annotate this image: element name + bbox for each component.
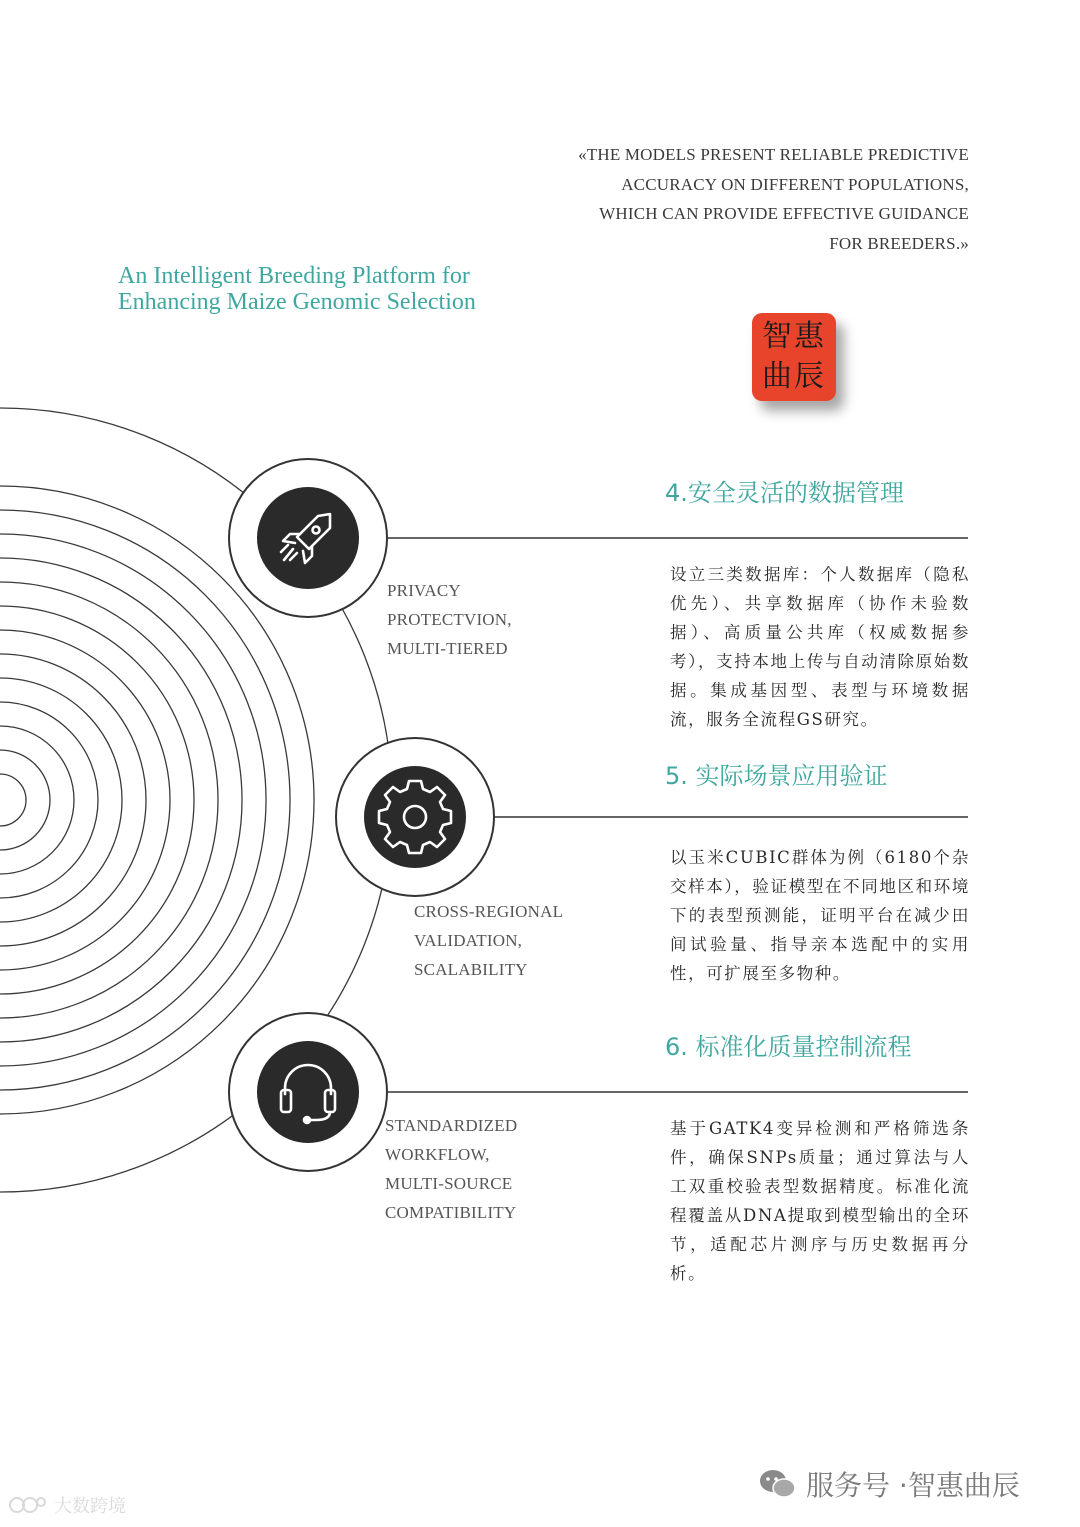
feature-label-line: VALIDATION, — [414, 931, 523, 950]
watermark-prefix: 服务号 · — [806, 1469, 908, 1502]
seal-line: 智惠 — [762, 319, 826, 354]
rocket-icon-disc — [229, 459, 387, 617]
service-account-watermark — [758, 1464, 1020, 1504]
feature-label-line: PRIVACY — [387, 581, 461, 600]
section-title-4: 4.安全灵活的数据管理 — [665, 479, 904, 507]
feature-label-line: MULTI-TIERED — [387, 639, 508, 658]
feature-label-line: SCALABILITY — [414, 960, 528, 979]
corner-watermark — [8, 1492, 126, 1518]
section-title-6: 6. 标准化质量控制流程 — [665, 1033, 912, 1061]
logo-icon — [8, 1494, 48, 1516]
feature-label-validation — [414, 897, 563, 984]
feature-label-line: STANDARDIZED — [385, 1116, 518, 1135]
quote-line: FOR BREEDERS.» — [829, 233, 969, 253]
feature-label-line: COMPATIBILITY — [385, 1203, 517, 1222]
seal-line: 曲辰 — [762, 359, 826, 394]
chat-bubbles-icon — [758, 1467, 798, 1501]
corner-watermark-text: 大数跨境 — [54, 1496, 126, 1517]
section-title-5: 5. 实际场景应用验证 — [665, 762, 888, 790]
gear-icon-disc — [336, 738, 494, 896]
quote-line: WHICH CAN PROVIDE EFFECTIVE GUIDANCE — [599, 204, 969, 223]
section-body-6: 基于GATK4变异检测和严格筛选条件，确保SNPs质量；通过算法与人工双重校验表型数据精度。标准化流程覆盖从DNA提取到模型输出的全环节，适配芯片测序与历史数据再分析。 — [670, 1119, 970, 1283]
page-title-line: Enhancing Maize Genomic Selection — [118, 289, 476, 315]
feature-label-privacy — [387, 576, 512, 663]
quote-line: «THE MODELS PRESENT RELIABLE PREDICTIVE — [578, 145, 969, 164]
page-title — [118, 263, 538, 315]
brand-seal — [752, 313, 836, 401]
watermark-name: 智惠曲辰 — [907, 1469, 1020, 1502]
section-body-5: 以玉米CUBIC群体为例（6180个杂交样本），验证模型在不同地区和环境下的表型预测能，证明平台在减少田间试验量、指导亲本选配中的实用性，可扩展至多物种。 — [670, 848, 970, 983]
section-body-4: 设立三类数据库：个人数据库（隐私优先）、共享数据库（协作未验数据）、高质量公共库（权威数据参考），支持本地上传与自动清除原始数据。集成基因型、表型与环境数据流，服务全流程GS研究。 — [670, 565, 970, 729]
feature-label-workflow — [385, 1111, 517, 1227]
feature-label-line: WORKFLOW, — [385, 1145, 490, 1164]
pull-quote — [549, 140, 969, 258]
feature-label-line: CROSS-REGIONAL — [414, 902, 564, 921]
headset-icon-disc — [229, 1013, 387, 1171]
feature-label-line: PROTECTVION, — [387, 610, 512, 629]
feature-label-line: MULTI-SOURCE — [385, 1174, 513, 1193]
quote-line: ACCURACY ON DIFFERENT POPULATIONS, — [621, 174, 969, 194]
page-title-line: An Intelligent Breeding Platform for — [118, 263, 470, 289]
